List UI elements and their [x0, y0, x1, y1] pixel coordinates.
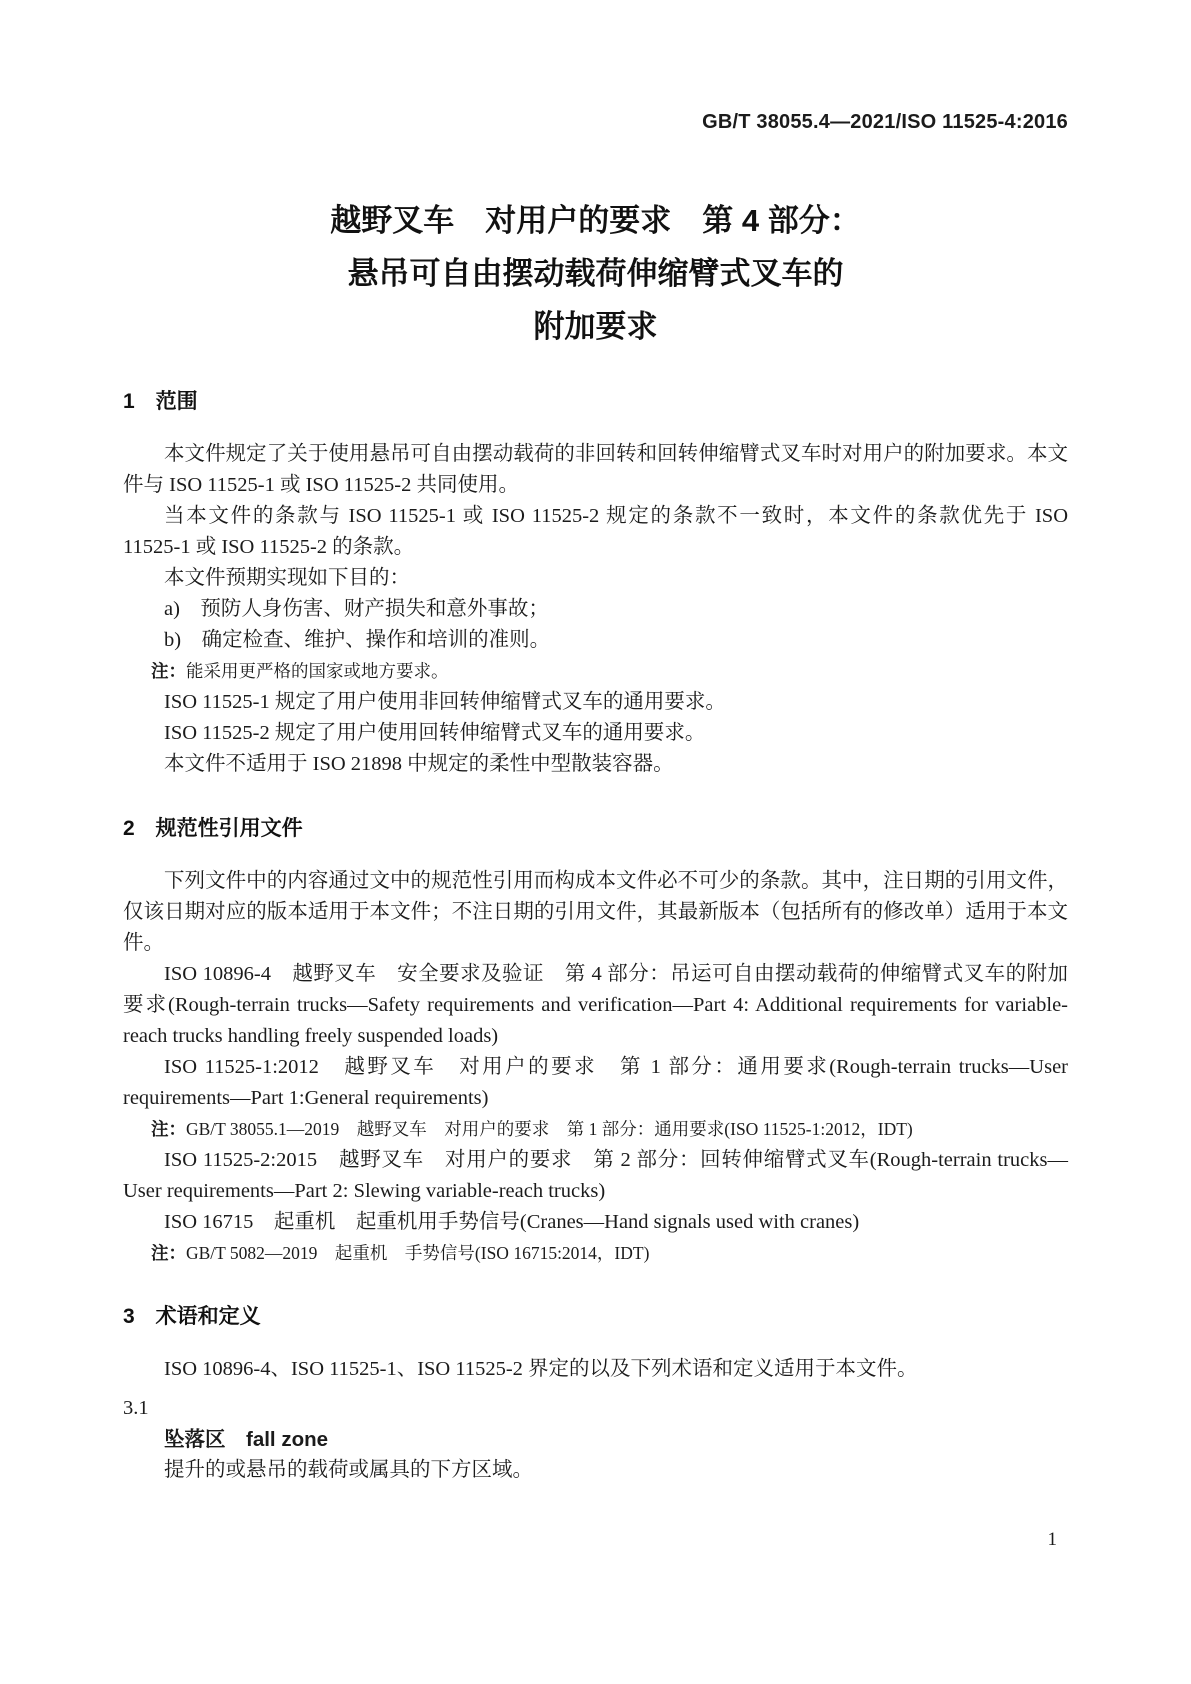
reference-entry: ISO 11525-2:2015 越野叉车 对用户的要求 第 2 部分：回转伸缩臂式叉车(Rough-terrain trucks—User requirements—Part 2: Slewing variable-reach trucks): [123, 1149, 1068, 1202]
reference-entry: ISO 11525-1:2012 越野叉车 对用户的要求 第 1 部分：通用要求(Rough-terrain trucks—User requirements—Part 1:General requirements): [123, 1056, 1068, 1109]
paragraph: ISO 11525-2 规定了用户使用回转伸缩臂式叉车的通用要求。: [164, 722, 706, 744]
title-line-3: 附加要求: [533, 309, 658, 344]
page-number: 1: [1047, 1529, 1057, 1550]
paragraph: 下列文件中的内容通过文中的规范性引用而构成本文件必不可少的条款。其中，注日期的引用文件，仅该日期对应的版本适用于本文件；不注日期的引用文件，其最新版本（包括所有的修改单）适用于本文件。: [123, 870, 1068, 954]
paragraph: 当本文件的条款与 ISO 11525-1 或 ISO 11525-2 规定的条款不一致时，本文件的条款优先于 ISO 11525-1 或 ISO 11525-2 的条款。: [123, 505, 1068, 558]
term-number: 3.1: [123, 1397, 149, 1419]
term-definition: 提升的或悬吊的载荷或属具的下方区域。: [164, 1459, 533, 1481]
section-normative-references: [123, 816, 1068, 1268]
section-2-heading: 2 规范性引用文件: [123, 817, 303, 840]
note: [123, 1115, 1068, 1144]
note: [123, 1239, 1068, 1268]
paragraph: ISO 11525-1 规定了用户使用非回转伸缩臂式叉车的通用要求。: [164, 691, 726, 713]
note-label: 注：: [151, 1119, 186, 1139]
note-text: 能采用更严格的国家或地方要求。: [186, 661, 449, 681]
note-label: 注：: [151, 1243, 186, 1263]
term-entry: 坠落区 fall zone: [164, 1428, 329, 1451]
section-terms-and-definitions: [123, 1304, 1068, 1486]
reference-entry: ISO 10896-4 越野叉车 安全要求及验证 第 4 部分：吊运可自由摆动载荷的伸缩臂式叉车的附加要求(Rough-terrain trucks—Safety requirements and verification—Part 4: Additional requirements for variable-reach trucks handling freely suspended loads): [123, 963, 1068, 1047]
note-text: GB/T 38055.1—2019 越野叉车 对用户的要求 第 1 部分：通用要求(ISO 11525-1:2012，IDT): [186, 1119, 913, 1139]
section-1-heading: 1 范围: [123, 390, 198, 413]
title-line-1: 越野叉车 对用户的要求 第 4 部分：: [330, 203, 861, 238]
page-header: [123, 110, 1068, 134]
title-line-2: 悬吊可自由摆动载荷伸缩臂式叉车的: [347, 256, 844, 291]
list-item-b: b) 确定检查、维护、操作和培训的准则。: [164, 629, 551, 651]
reference-entry: ISO 16715 起重机 起重机用手势信号(Cranes—Hand signals used with cranes): [164, 1211, 860, 1233]
page-footer: [1048, 1530, 1058, 1550]
document-title: [123, 194, 1068, 353]
paragraph: 本文件规定了关于使用悬吊可自由摆动载荷的非回转和回转伸缩臂式叉车时对用户的附加要求。本文件与 ISO 11525-1 或 ISO 11525-2 共同使用。: [123, 443, 1068, 496]
section-3-heading: 3 术语和定义: [123, 1305, 261, 1328]
paragraph: 本文件不适用于 ISO 21898 中规定的柔性中型散装容器。: [164, 753, 674, 775]
paragraph: 本文件预期实现如下目的：: [164, 567, 410, 589]
note: [123, 657, 1068, 686]
note-text: GB/T 5082—2019 起重机 手势信号(ISO 16715:2014，IDT): [186, 1243, 650, 1263]
paragraph: ISO 10896-4、ISO 11525-1、ISO 11525-2 界定的以及下列术语和定义适用于本文件。: [164, 1358, 918, 1380]
list-item-a: a) 预防人身伤害、财产损失和意外事故；: [164, 598, 549, 620]
section-scope: [123, 389, 1068, 780]
note-label: 注：: [151, 661, 186, 681]
standard-number: GB/T 38055.4—2021/ISO 11525-4:2016: [702, 111, 1068, 133]
